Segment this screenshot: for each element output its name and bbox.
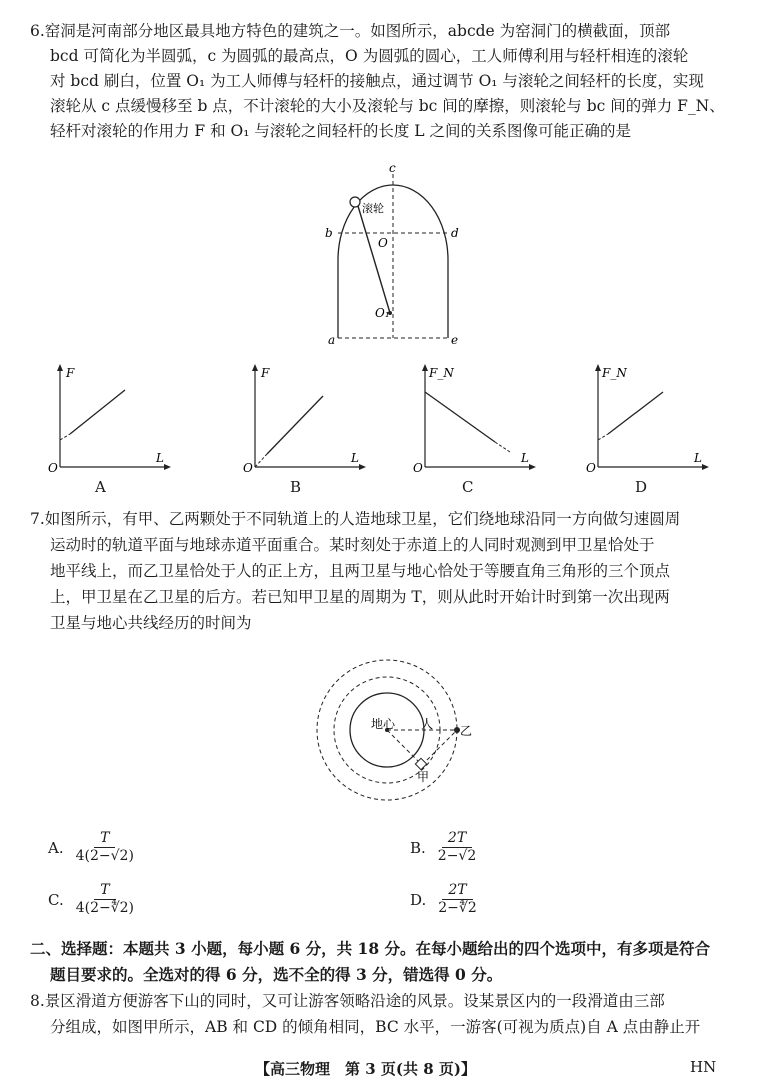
label-O: O xyxy=(378,236,388,250)
q7-option-b[interactable] xyxy=(410,830,478,865)
q6-line-2: bcd 可简化为半圆弧，c 为圆弧的最高点，O 为圆弧的圆心，工人师傅利用与轻杆相连的滚轮 xyxy=(50,47,689,65)
graph-c-origin: O xyxy=(413,461,423,474)
graph-d-xlabel: L xyxy=(694,451,702,465)
footer-code: HN xyxy=(690,1058,717,1076)
label-e: e xyxy=(451,333,459,347)
graph-a-option: A xyxy=(95,478,106,496)
q7-line-3: 地平线上，而乙卫星恰处于人的正上方，且两卫星与地心恰处于等腰直角三角形的三个顶点 xyxy=(50,562,671,580)
q8-line-1: 8.景区滑道方便游客下山的同时，又可让游客领略沿途的风景。设某景区内的一段滑道由三部 xyxy=(30,992,665,1010)
q7-option-d-letter: D. xyxy=(410,890,427,909)
graph-d-option: D xyxy=(635,478,648,496)
q7-option-c-num: T xyxy=(94,882,115,900)
graph-b-ylabel: F xyxy=(261,366,270,380)
graph-c-xlabel: L xyxy=(521,451,529,465)
q7-option-c-letter: C. xyxy=(48,890,64,909)
footer-page-info: 【高三物理 第 3 页(共 8 页)】 xyxy=(255,1060,476,1078)
graph-c-ylabel: F_N xyxy=(429,366,454,380)
graph-a-ylabel: F xyxy=(66,366,75,380)
q7-option-d-den: 2−∜2 xyxy=(438,900,477,916)
label-O1: O₁ xyxy=(375,306,390,320)
q7-option-b-letter: B. xyxy=(410,838,426,857)
q6-line-5: 轻杆对滚轮的作用力 F 和 O₁ 与滚轮之间轻杆的长度 L 之间的关系图像可能正确的是 xyxy=(50,122,632,140)
label-b: b xyxy=(325,226,333,240)
graph-d xyxy=(578,362,713,474)
q7-option-a-letter: A. xyxy=(48,838,64,857)
label-person: 人 xyxy=(421,717,434,731)
section2-line-2: 题目要求的。全选对的得 6 分，选不全的得 3 分，错选得 0 分。 xyxy=(50,965,503,984)
graph-c xyxy=(405,362,540,474)
graph-b xyxy=(235,362,370,474)
q7-option-a[interactable] xyxy=(48,830,136,865)
q7-option-c[interactable] xyxy=(48,882,136,917)
q7-option-c-den: 4(2−∜2) xyxy=(75,900,135,916)
label-c: c xyxy=(389,161,396,175)
graph-d-origin: O xyxy=(586,461,596,474)
q7-line-4: 上，甲卫星在乙卫星的后方。若已知甲卫星的周期为 T，则从此时开始计时到第一次出现两 xyxy=(50,588,670,606)
q7-option-a-den: 4(2−√2) xyxy=(75,848,134,864)
q8-line-2: 分组成，如图甲所示，AB 和 CD 的倾角相同，BC 水平，一游客(可视为质点)自 A 点由静止开 xyxy=(50,1018,701,1036)
orbit-figure xyxy=(305,655,480,815)
graph-a xyxy=(40,362,175,474)
q6-line-3: 对 bcd 刷白，位置 O₁ 为工人师傅与轻杆的接触点，通过调节 O₁ 与滚轮之间轻杆的长度，实现 xyxy=(50,72,704,90)
graph-b-origin: O xyxy=(243,461,253,474)
graph-b-xlabel: L xyxy=(351,451,359,465)
q7-option-b-num: 2T xyxy=(442,830,472,848)
q6-line-1: 6.窑洞是河南部分地区最具地方特色的建筑之一。如图所示，abcde 为窑洞门的横截面，顶部 xyxy=(30,22,671,40)
q7-line-1: 7.如图所示，有甲、乙两颗处于不同轨道上的人造地球卫星，它们绕地球沿同一方向做匀速圆周 xyxy=(30,510,681,528)
q7-option-b-den: 2−√2 xyxy=(437,848,477,864)
q6-line-4: 滚轮从 c 点缓慢移至 b 点，不计滚轮的大小及滚轮与 bc 间的摩擦，则滚轮与 bc 间的弹力 F_N、 xyxy=(50,97,725,115)
graph-d-ylabel: F_N xyxy=(602,366,627,380)
label-d: d xyxy=(451,226,459,240)
q7-line-2: 运动时的轨道平面与地球赤道平面重合。某时刻处于赤道上的人同时观测到甲卫星恰处于 xyxy=(50,536,655,554)
q7-option-a-num: T xyxy=(94,830,115,848)
section2-line-1: 二、选择题：本题共 3 小题，每小题 6 分，共 18 分。在每小题给出的四个选项中，有多项是符合 xyxy=(30,939,711,958)
graph-c-option: C xyxy=(462,478,474,496)
graph-a-origin: O xyxy=(48,461,58,474)
graph-a-xlabel: L xyxy=(156,451,164,465)
label-satellite-yi: 乙 xyxy=(460,724,473,738)
label-wheel: 滚轮 xyxy=(362,202,384,215)
q7-option-d[interactable] xyxy=(410,882,479,917)
label-satellite-jia: 甲 xyxy=(417,770,430,784)
label-a: a xyxy=(328,333,336,347)
q7-option-d-num: 2T xyxy=(442,882,472,900)
graph-b-option: B xyxy=(290,478,302,496)
label-earth-center: 地心 xyxy=(371,717,396,731)
q7-line-5: 卫星与地心共线经历的时间为 xyxy=(50,614,252,632)
cave-door-figure xyxy=(320,160,470,350)
